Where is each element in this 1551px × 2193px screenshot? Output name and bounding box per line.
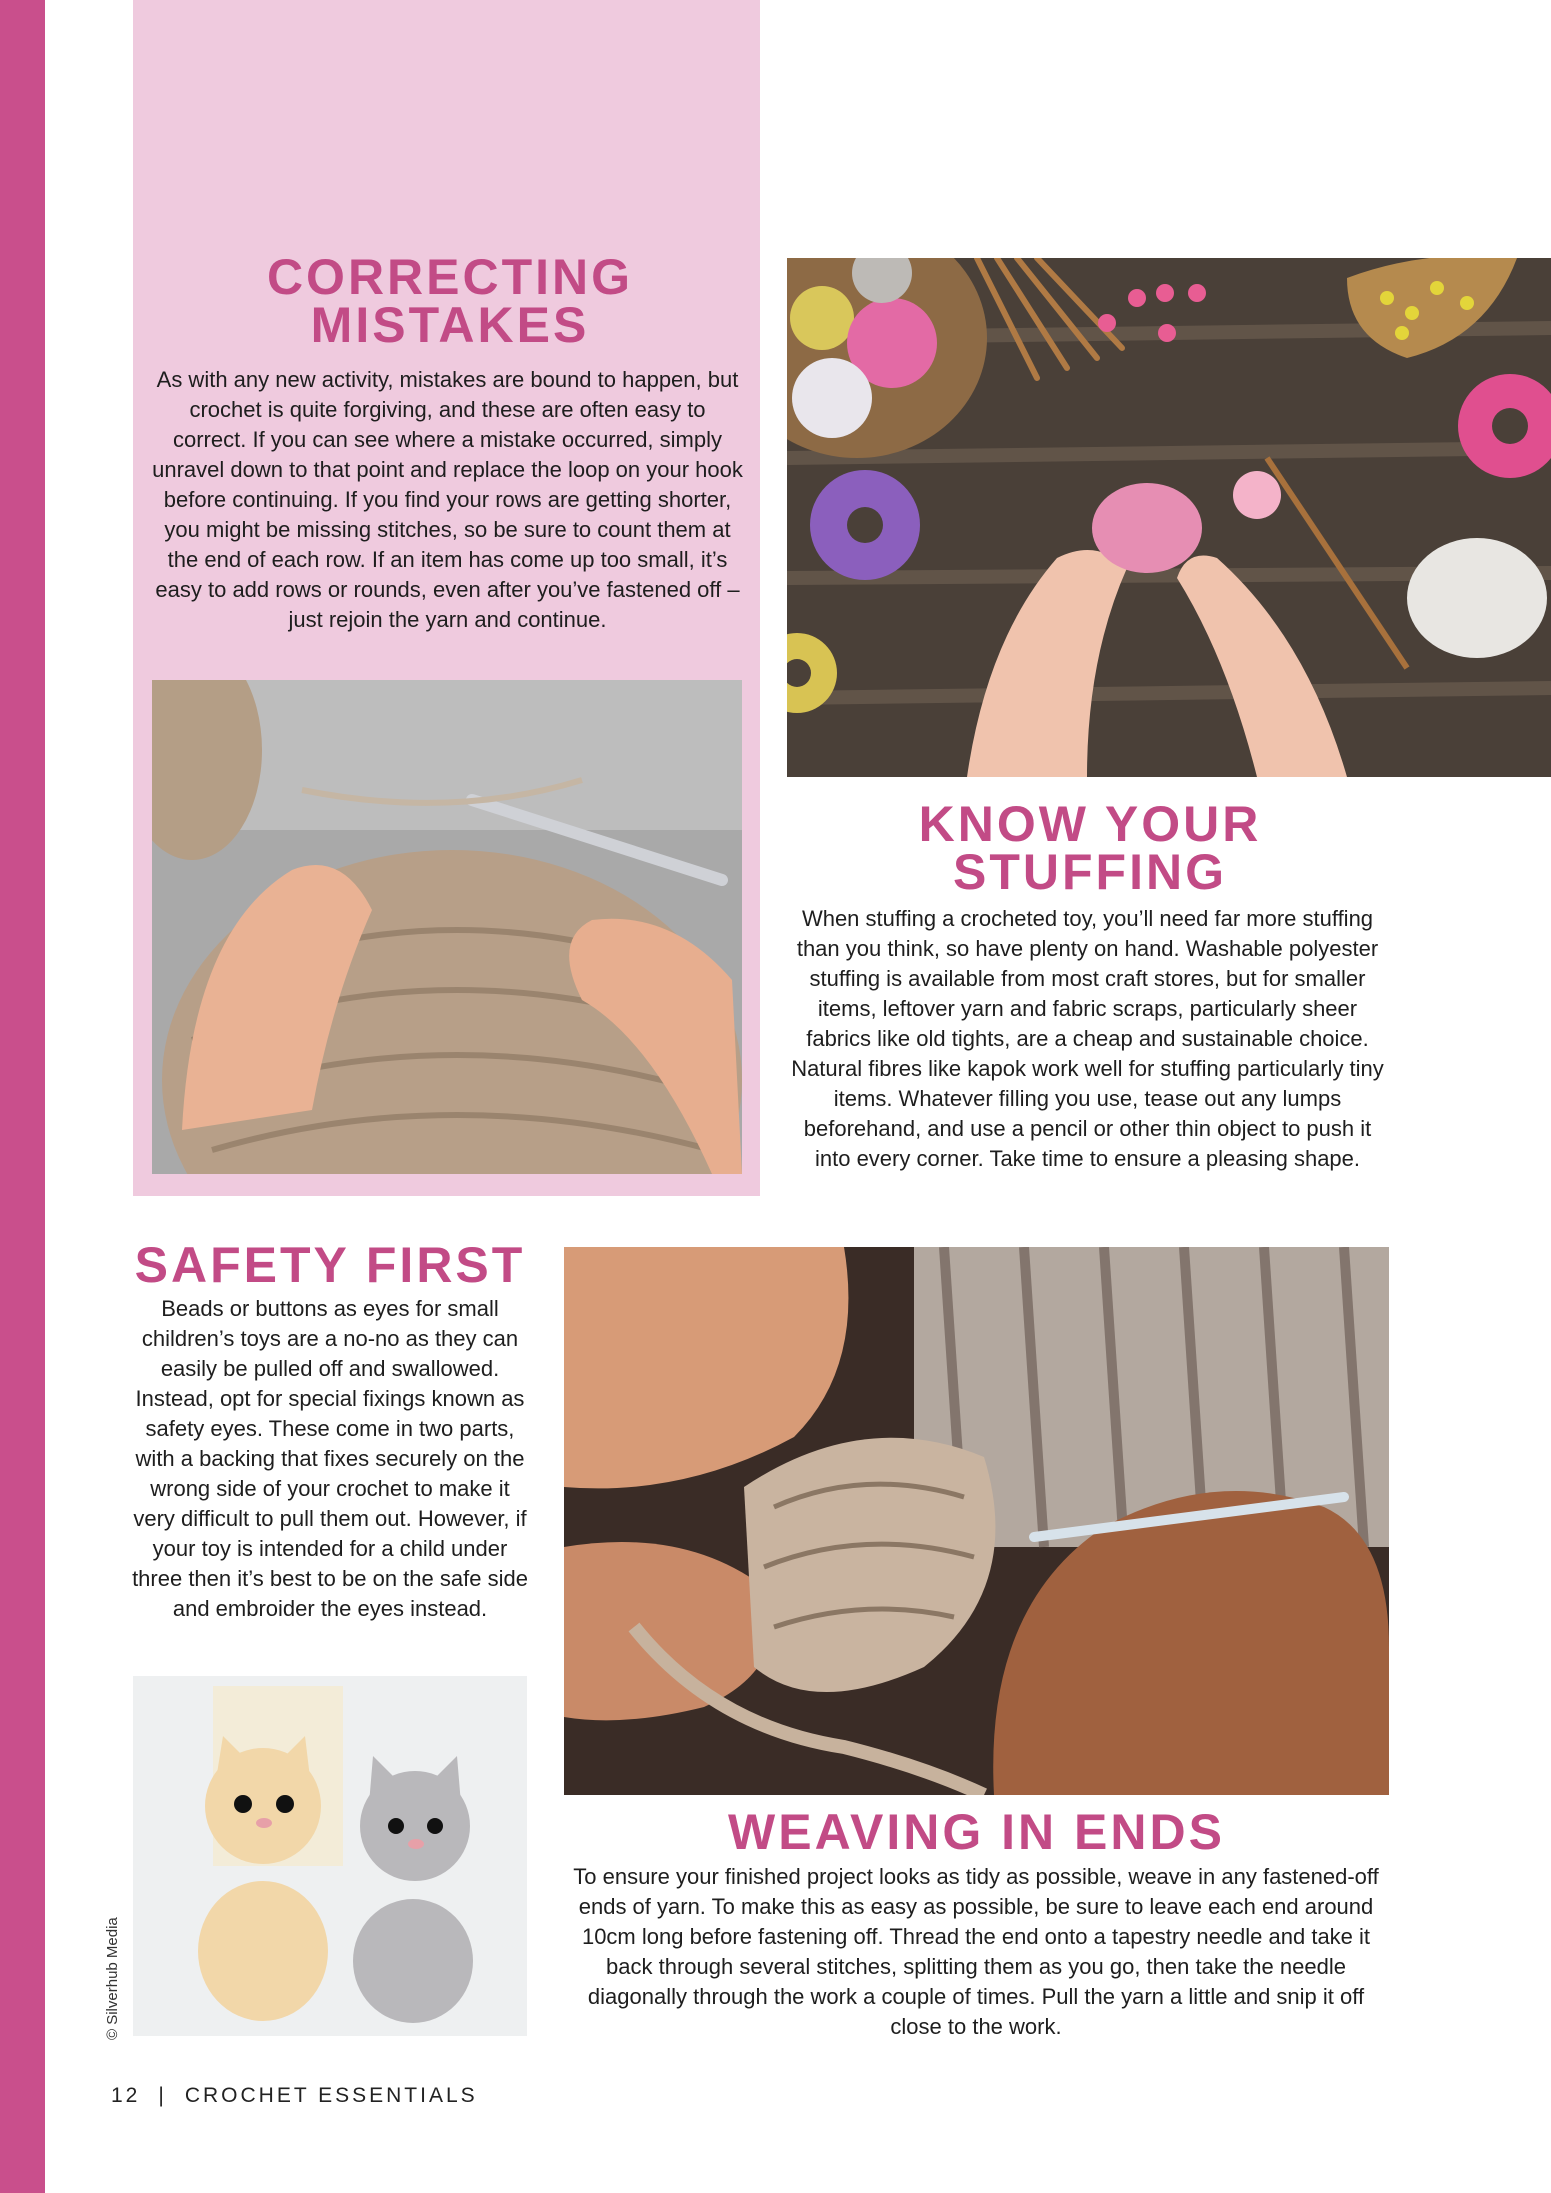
magazine-title: CROCHET ESSENTIALS [184, 2084, 478, 2107]
correcting-heading: CORRECTING MISTAKES [266, 249, 634, 353]
crochet-hands-photo [152, 680, 742, 1174]
page-number: 12 [111, 2084, 141, 2107]
page-footer [111, 2084, 478, 2108]
safety-body: Beads or buttons as eyes for small children’s toys are a no-no as they can easily be pulled off and swallowed. Instead, opt for special fixings known as safety eyes. These come in two parts, with a backing that fixes securely on the wrong side of your crochet to make it very difficult to pull them out. However, if your toy is intended for a child under three then it’s best to be on the safe side and embroider the eyes instead. [132, 1296, 528, 1621]
stuffing-body: When stuffing a crocheted toy, you’ll need far more stuffing than you think, so have plenty on hand. Washable polyester stuffing is available from most craft stores, but for smaller items, leftover yarn and fabric scraps, particularly sheer fabrics like old tights, are a cheap and sustainable choice. Natural fibres like kapok work well for stuffing particularly tiny items. Whatever filling you use, tease out any lumps beforehand, and use a pencil or other thin object to push it into every corner. Take time to ensure a pleasing shape. [791, 906, 1384, 1171]
safety-heading: SAFETY FIRST [134, 1237, 526, 1293]
footer-separator: | [158, 2084, 167, 2107]
photo-credit: © Silverhub Media [104, 1917, 121, 2040]
stuffing-toys-photo [787, 258, 1551, 777]
weaving-heading: WEAVING IN ENDS [728, 1804, 1225, 1860]
stuffing-heading: KNOW YOUR STUFFING [918, 796, 1262, 900]
weaving-body: To ensure your finished project looks as tidy as possible, weave in any fastened-off ends of yarn. To make this as easy as possible, be sure to leave each end around 10cm long before fastening off. Thread the end onto a tapestry needle and take it back through several stitches, splitting them as you go, then take the needle diagonally through the work a couple of times. Pull the yarn a little and snip it off close to the work. [573, 1864, 1379, 2039]
correcting-body: As with any new activity, mistakes are bound to happen, but crochet is quite forgiving, and these are often easy to correct. If you can see where a mistake occurred, simply unravel down to that point and replace the loop on your hook before continuing. If you find your rows are getting shorter, you might be missing stitches, so be sure to count them at the end of each row. If an item has come up too small, it’s easy to add rows or rounds, even after you’ve fastened off – just rejoin the yarn and continue. [152, 367, 743, 632]
weaving-needle-photo [564, 1247, 1389, 1795]
amigurumi-cats-photo [133, 1676, 527, 2036]
accent-side-bar [0, 0, 45, 2193]
